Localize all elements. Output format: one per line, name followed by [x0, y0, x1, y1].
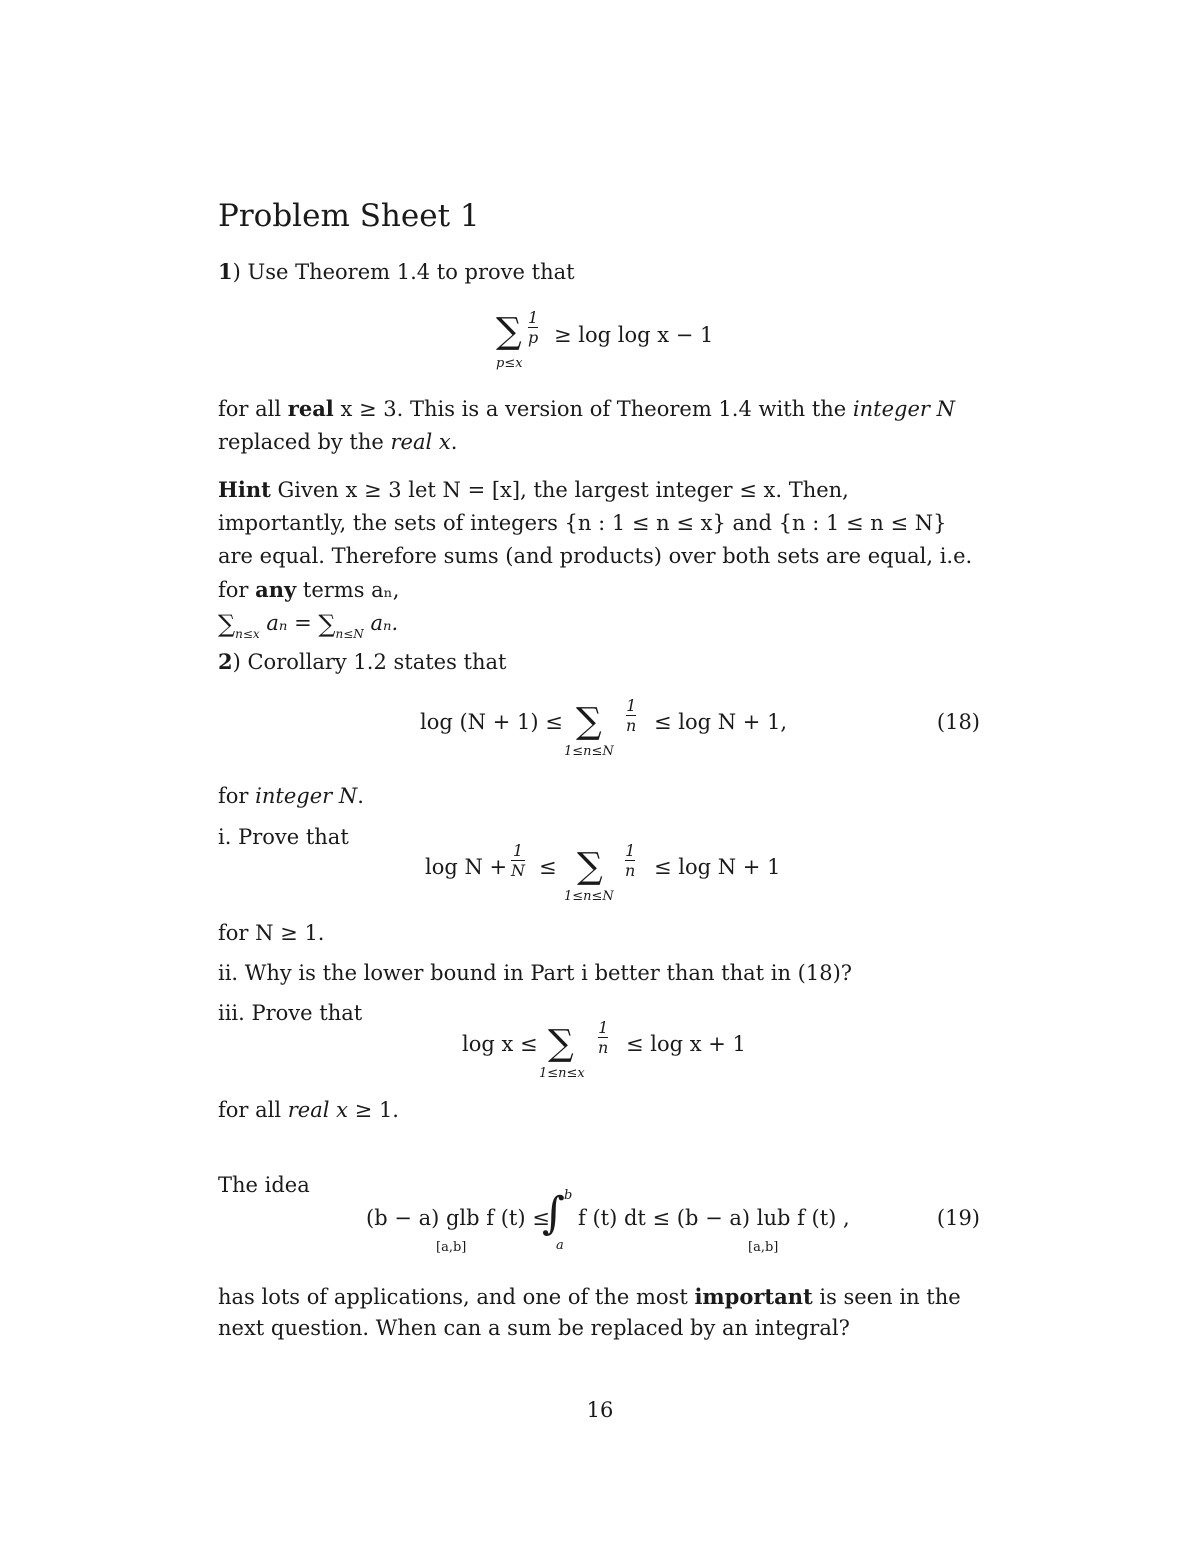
for-text: for	[218, 784, 256, 808]
page-number: 16	[586, 1398, 614, 1422]
problem-1-intro-text: ) Use Theorem 1.4 to prove that	[232, 260, 575, 284]
equation-iii-lhs: log x ≤	[462, 1032, 538, 1056]
hint-sum-subscript-1: n≤x	[235, 627, 260, 641]
sum-sign: ∑	[496, 311, 522, 352]
equation-19-tag: (19)	[936, 1206, 980, 1230]
statement-text-1: for all	[218, 397, 288, 421]
equation-19-mid: f (t) dt ≤ (b − a) lub f (t) ,	[578, 1206, 850, 1230]
fraction-numerator: 1	[598, 1018, 609, 1037]
fraction-numerator: 1	[625, 841, 636, 860]
equation-18-rhs: ≤ log N + 1,	[654, 710, 788, 734]
idea-text-1: has lots of applications, and one of the most	[218, 1285, 695, 1309]
for-all-text: for all	[218, 1098, 288, 1122]
problem-1-number: 1	[218, 259, 233, 284]
idea-important-bold: important	[694, 1284, 813, 1309]
equation-19-lhs: (b − a) glb f (t) ≤	[366, 1206, 550, 1230]
integer-n-italic: integer N	[255, 784, 358, 808]
statement-text-2: x ≥ 3. This is a version of Theorem 1.4 with the	[333, 397, 853, 421]
hint-sum-sign-2: ∑	[318, 610, 336, 638]
problem-2-intro	[218, 645, 980, 679]
problem-1-statement	[218, 392, 980, 459]
fraction-1-over-n	[511, 841, 525, 880]
fraction-denominator: n	[598, 1038, 609, 1057]
fraction	[626, 696, 636, 735]
for-n-ge-1: for N ≥ 1.	[218, 921, 325, 945]
equation-18-tag: (18)	[936, 710, 980, 734]
ge-1-text: ≥ 1.	[348, 1098, 399, 1122]
sum-subscript: 1≤n≤N	[564, 744, 614, 759]
sum-sign: ∑	[576, 701, 602, 742]
hint-text-2: terms aₙ,	[296, 578, 400, 602]
hint-sum-term-1: aₙ =	[259, 611, 319, 635]
glb-subscript: [a,b]	[436, 1240, 467, 1255]
equation-rhs: ≥ log log x − 1	[554, 323, 714, 347]
equation-part-i	[425, 841, 805, 915]
fraction	[528, 308, 538, 347]
le-sign: ≤	[539, 855, 557, 879]
period: .	[357, 784, 364, 808]
for-integer-n	[218, 780, 980, 813]
fraction	[625, 841, 635, 880]
fraction-numerator: 1	[512, 841, 524, 860]
hint-any-bold: any	[255, 577, 297, 602]
problem-2-number: 2	[218, 649, 233, 674]
sum-subscript: 1≤n≤N	[564, 889, 614, 904]
equation-i-lhs: log N +	[425, 855, 508, 879]
part-ii-question: ii. Why is the lower bound in Part i better than that in (18)?	[218, 961, 853, 985]
for-all-real-x	[218, 1094, 980, 1127]
fraction-numerator: 1	[626, 696, 637, 715]
problem-1-intro	[218, 255, 980, 289]
lub-subscript: [a,b]	[748, 1240, 779, 1255]
integral-lower-limit: a	[556, 1238, 564, 1253]
sum-sign: ∑	[577, 846, 603, 887]
equation-sum-reciprocal-primes	[496, 308, 756, 378]
statement-text-4: .	[450, 430, 458, 454]
hint-sum-term-2: aₙ.	[363, 611, 399, 635]
idea-paragraph	[218, 1281, 980, 1344]
fraction-denominator: N	[511, 861, 525, 880]
statement-text-3: replaced by the	[218, 430, 391, 454]
idea-label: The idea	[218, 1173, 310, 1197]
hint-text: Given x ≥ 3 let N = [x], the largest integer ≤ x. Then, importantly, the sets of integers {n : 1 ≤ n ≤ x} and {n : 1 ≤ n ≤ N} are equal. Therefore sums (and products) over both sets are equal, i.e. for	[218, 478, 973, 602]
integral-sign: ∫	[542, 1188, 565, 1239]
fraction-denominator: n	[625, 861, 636, 880]
fraction-numerator: 1	[528, 308, 539, 327]
hint-sum-sign-1: ∑	[218, 610, 236, 638]
statement-realx-italic: real x	[390, 430, 451, 454]
fraction	[598, 1018, 608, 1057]
hint-paragraph	[218, 473, 980, 651]
sum-subscript: p≤x	[496, 356, 523, 371]
sum-sign: ∑	[548, 1023, 574, 1064]
equation-18	[420, 696, 820, 770]
integral-upper-limit: b	[564, 1188, 573, 1203]
fraction-denominator: p	[528, 328, 539, 347]
part-i-label: i. Prove that	[218, 825, 349, 849]
sum-subscript: 1≤n≤x	[539, 1066, 585, 1081]
page-title: Problem Sheet 1	[218, 198, 480, 234]
part-iii-label: iii. Prove that	[218, 1001, 363, 1025]
statement-integer-italic: integer N	[852, 397, 955, 421]
equation-19	[366, 1188, 850, 1262]
fraction-denominator: n	[626, 716, 637, 735]
equation-iii-rhs: ≤ log x + 1	[626, 1032, 746, 1056]
real-x-italic: real x	[287, 1098, 348, 1122]
problem-2-intro-text: ) Corollary 1.2 states that	[232, 650, 507, 674]
statement-real-bold: real	[287, 396, 334, 421]
idea-text-2: is seen in the next question. When can a sum be replaced by an integral?	[218, 1285, 961, 1340]
equation-part-iii	[462, 1018, 782, 1092]
equation-i-rhs: ≤ log N + 1	[654, 855, 781, 879]
hint-label: Hint	[218, 477, 271, 502]
hint-sum-subscript-2: n≤N	[335, 627, 364, 641]
equation-18-lhs: log (N + 1) ≤	[420, 710, 563, 734]
